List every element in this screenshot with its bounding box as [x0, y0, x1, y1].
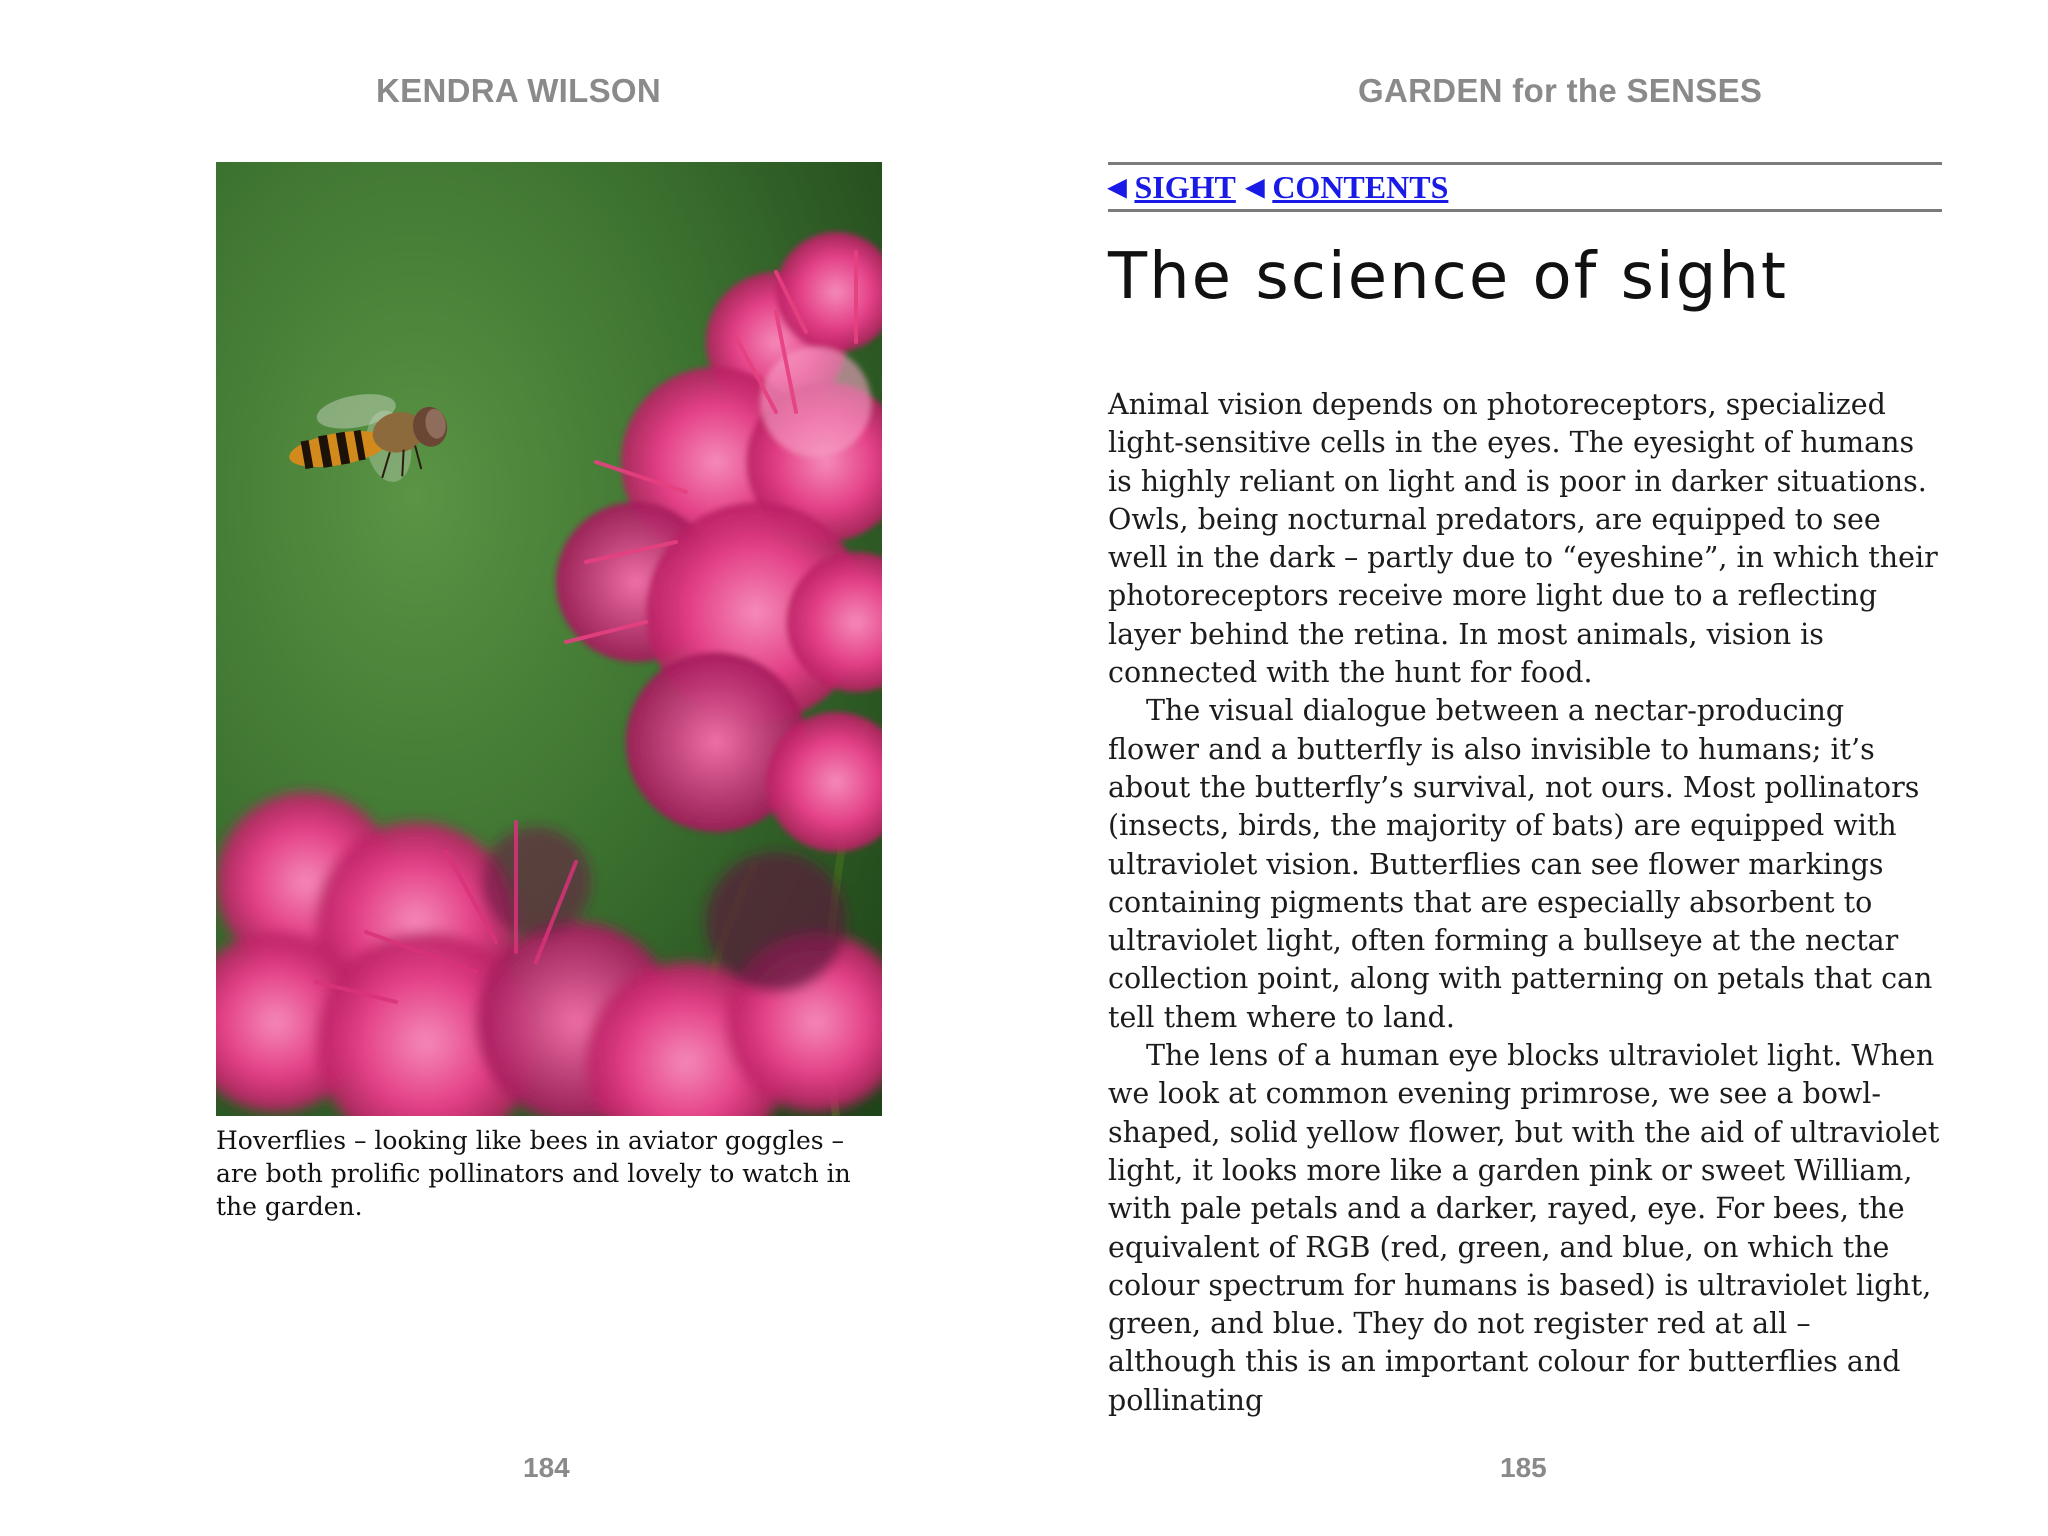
chapter-body	[1108, 386, 1940, 1420]
left-triangle-icon: ◀	[1245, 174, 1265, 201]
hoverfly-photo	[216, 162, 882, 1116]
nav-link-sight-label: SIGHT	[1134, 168, 1236, 205]
page-number-right: 185	[1500, 1452, 1547, 1483]
body-paragraph: The visual dialogue between a nectar-producing flower and a butterfly is also invisible to humans; it’s about the butterfly’s survival, not ours. Most pollinators (insects, birds, the majority of bats) are equipped with ultraviolet vision. Butterflies can see flower markings containing pigments that are especially absorbent to ultraviolet light, often forming a bullseye at the nectar collection point, along with patterning on petals that can tell them where to land.	[1108, 694, 1933, 1034]
chapter-navigation	[1108, 162, 1942, 212]
nav-link-contents[interactable]	[1246, 169, 1449, 206]
nav-link-contents-label: CONTENTS	[1272, 168, 1449, 205]
chapter-title: The science of sight	[1108, 240, 1788, 314]
body-paragraph: Animal vision depends on photoreceptors, specialized light-sensitive cells in the eyes. The eyesight of humans is highly reliant on light and is poor in darker situations. Owls, being nocturnal predators, are equipped to see well in the dark – partly due to “eyeshine”, in which their photoreceptors receive more light due to a reflecting layer behind the retina. In most animals, vision is connected with the hunt for food.	[1108, 388, 1938, 690]
nav-link-sight[interactable]	[1108, 169, 1236, 206]
body-paragraph: The lens of a human eye blocks ultraviolet light. When we look at common evening primrose, we see a bowl-shaped, solid yellow flower, but with the aid of ultraviolet light, it looks more like a garden pink or sweet William, with pale petals and a darker, rayed, eye. For bees, the equivalent of RGB (red, green, and blue, on which the colour spectrum for humans is based) is ultraviolet light, green, and blue. They do not register red at all – although this is an important colour for butterflies and pollinating	[1108, 1039, 1940, 1417]
photo-caption: Hoverflies – looking like bees in aviator goggles – are both prolific pollinators and lovely to watch in the garden.	[216, 1126, 851, 1221]
left-triangle-icon: ◀	[1108, 174, 1127, 201]
book-title-running-head: GARDEN for the SENSES	[1358, 72, 1763, 109]
author-running-head: KENDRA WILSON	[376, 72, 661, 109]
page-number-left: 184	[523, 1452, 570, 1483]
